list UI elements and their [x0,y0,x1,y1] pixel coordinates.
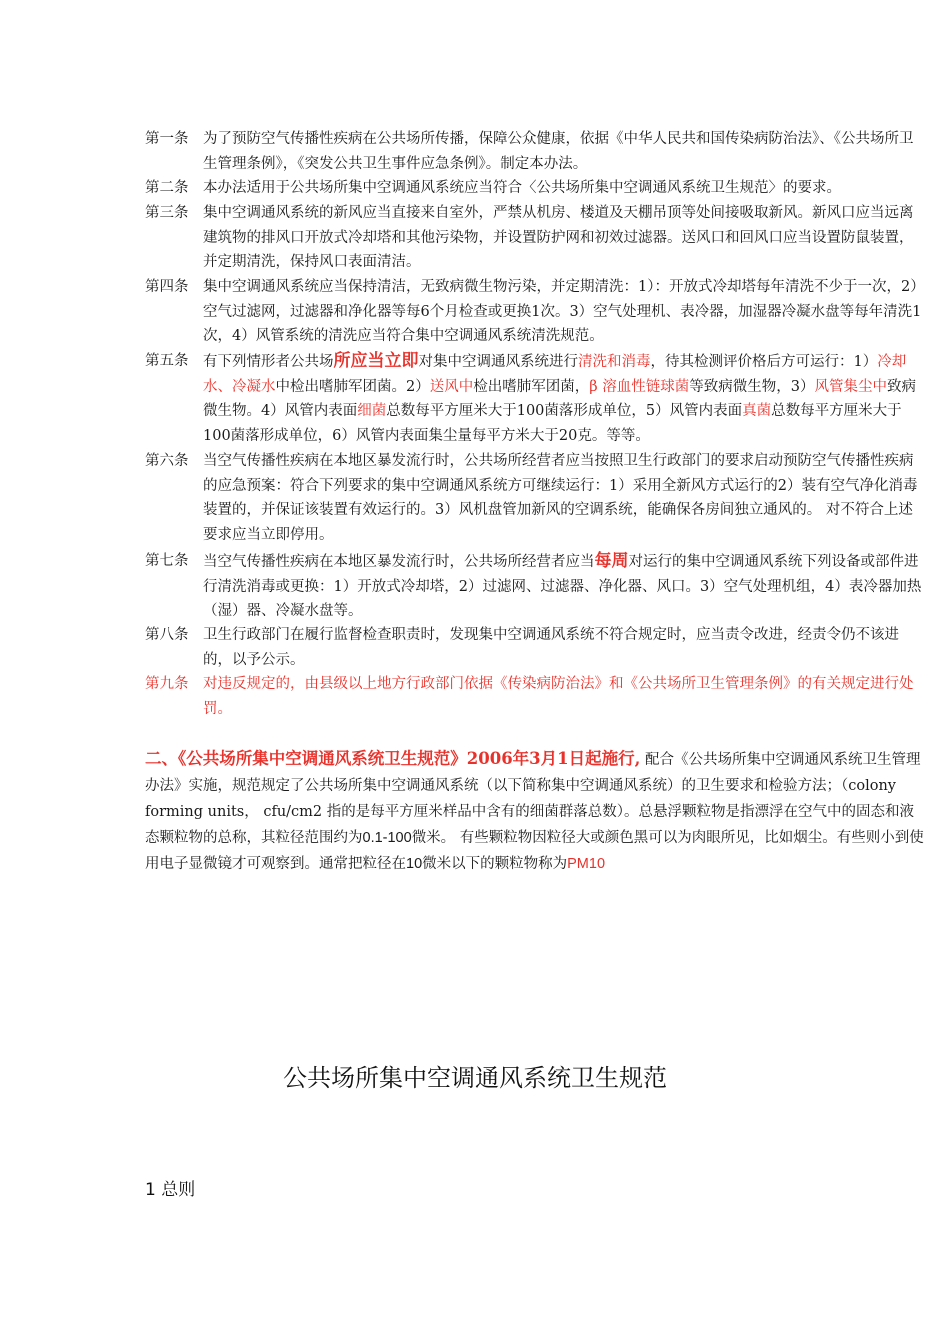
text-run: 总数每平方厘米大于100菌落形成单位，6）风管内表面集尘量每平方米大于20克。等等。 [203,403,902,444]
text-run: 0.1-100 [362,830,412,846]
text-run: 卫生行政部门在履行监督检查职责时，发现集中空调通风系统不符合规定时，应当责令改进，经责令仍不该进的，以予公示。 [203,627,899,668]
text-run: 检出嗜肺军团菌， [473,378,590,395]
text-run: 集中空调通风系统的新风应当直接来自室外，严禁从机房、楼道及天棚吊顶等处间接吸取新风。新风口应当远离建筑物的排风口开放式冷却塔和其他污染物，并设置防护网和初效过滤器。送风口和回风口应当设置防鼠装置，并定期清洗，保持风口表面清洁。 [203,205,914,270]
article-text [203,201,925,275]
highlighted-text: 送风中 [429,378,474,395]
article-number: 第二条 [145,180,189,196]
article-number: 第八条 [145,627,189,643]
highlighted-text: β 溶血性链球菌 [589,378,690,395]
highlighted-text: 细菌 [357,403,387,419]
article-number: 第七条 [145,553,189,569]
text-run: 当空气传播性疾病在本地区暴发流行时，公共场所经营者应当按照卫生行政部门的要求启动预防空气传播性疾病的应急预案：符合下列要求的集中空调通风系统方可继续运行：1）采用全新风方式运行的2）装有空气净化消毒装置的，并保证该装置有效运行的。3）风机盘管加新风的空调系统，能确保各房间独立通风的。 对不符合上述要求应当立即停用。 [203,453,918,543]
text-run: 微米。 有些颗粒物因粒径大或颜色黑可以为肉眼所见，比如烟尘。有些则小到使用电子显微镜才可观察到。通常把粒径在 [145,830,924,872]
article-1 [145,127,925,176]
section-heading-general: 1 总则 [145,1180,196,1200]
article-number: 第六条 [145,453,189,469]
highlighted-text: 每周 [594,551,629,571]
text-run: 有下列情形者公共场 [203,354,334,370]
text-run: 为了预防空气传播性疾病在公共场所传播，保障公众健康，依据《中华人民共和国传染病防治法》、《公共场所卫生管理条例》，《突发公共卫生事件应急条例》。制定本办法。 [203,131,914,172]
text-run: 总数每平方厘米大于100菌落形成单位，5）风管内表面 [386,403,743,419]
article-2 [145,176,925,201]
article-text [203,449,925,547]
document-title: 公共场所集中空调通风系统卫生规范 [283,1064,667,1092]
highlighted-text: 对违反规定的，由县级以上地方行政部门依据《传染病防治法》和《公共场所卫生管理条例》的有关规定进行处罚。 [203,676,914,717]
text-run: 配合《公共场所集中空调通风系统卫生管理办法》实施，规范规定了公共场所集中空调通风系统（以下简称集中空调通风系统）的卫生要求和检验方法；（colony forming units， cfu/cm2 指的是每平方厘米样品中含有的细菌群落总数）。总悬浮颗粒物是指漂浮在空气中的固态和液态颗粒物的总称，其粒径范围约为 [145,752,921,846]
text-run: 10 [406,856,423,872]
text-run: PM10 [567,856,606,872]
article-text [203,127,925,176]
article-text [203,672,925,721]
article-3 [145,201,925,275]
text-run: 对集中空调通风系统进行 [418,354,578,370]
article-6 [145,449,925,547]
text-run: 本办法适用于公共场所集中空调通风系统应当符合〈公共场所集中空调通风系统卫生规范〉的要求。 [203,180,841,196]
highlighted-text: 所应当立即 [333,351,419,371]
text-run: 集中空调通风系统应当保持清洁，无致病微生物污染，并定期清洗：1）：开放式冷却塔每年清洗不少于一次，2）空气过滤网，过滤器和净化器等每6个月检查或更换1次。3）空气处理机、表冷器，加湿器冷凝水盘等每年清洗1次，4）风管系统的清洗应当符合集中空调通风系统清洗规范。 [203,279,925,344]
article-7 [145,549,925,624]
text-run: 对运行的集中空调通风系统下列设备或部件进行清洗消毒或更换：1）开放式冷却塔，2）过滤网、过滤器、净化器、风口。3）空气处理机组，4）表冷器加热（湿）器、冷凝水盘等。 [203,554,922,619]
text-run: ，待其检测评价格后方可运行：1） [650,354,878,370]
article-9 [145,672,925,721]
highlighted-text: 冷却水、冷凝水 [203,354,907,395]
article-text [203,349,925,448]
text-run: 致病微生物。4）风管内表面 [203,378,916,419]
text-run: 当空气传播性疾病在本地区暴发流行时，公共场所经营者应当 [203,554,595,570]
article-text [203,623,925,672]
section-2-paragraph [145,746,925,877]
article-number: 第九条 [145,676,189,692]
text-run: 等致病微生物，3） [689,378,815,395]
article-8 [145,623,925,672]
article-text [203,549,925,624]
text-run: 微米以下的颗粒物称为 [422,856,568,872]
highlighted-text: 风管集尘中 [814,378,887,395]
article-number: 第四条 [145,279,189,295]
article-text [203,176,925,201]
article-number: 第三条 [145,205,189,221]
text-run: 中检出嗜肺军团菌。2） [275,378,430,395]
article-text [203,275,925,349]
article-number: 第五条 [145,353,189,369]
section-2-heading: 二、《公共场所集中空调通风系统卫生规范》2006年3月1日起施行, [145,749,641,768]
highlighted-text: 真菌 [742,403,772,419]
article-5 [145,349,925,448]
article-4 [145,275,925,349]
highlighted-text: 清洗和消毒 [578,354,651,370]
article-number: 第一条 [145,131,189,147]
